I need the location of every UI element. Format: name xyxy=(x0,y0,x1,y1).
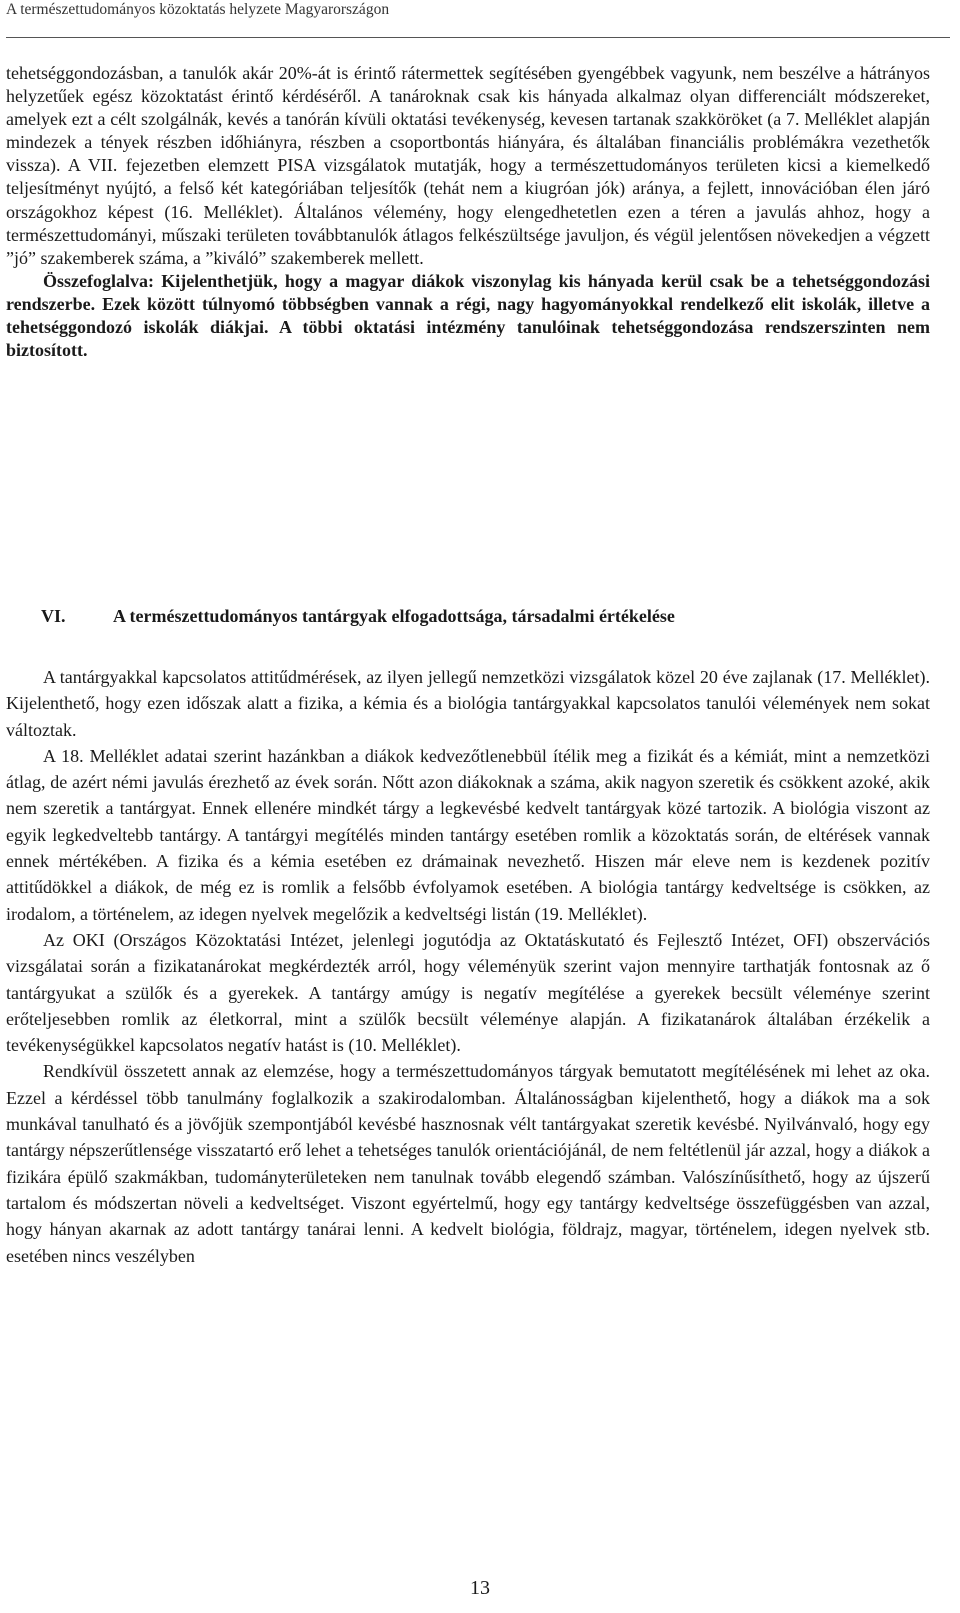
top-section xyxy=(6,62,930,362)
paragraph-oki-study: Az OKI (Országos Közoktatási Intézet, jelenlegi jogutódja az Oktatáskutató és Fejlesztő Intézet, OFI) obszervációs vizsgálatai során a fizikatanárokat megkérdezték arról, hogy véleményük szerint vajon mennyire tarthatják fontosnak az ő tantárgyukat a szülők és a gyerekek. A tantárgy amúgy is negatív megítélése a gyerekek becsült véleménye szerint erőteljesebben romlik az életkorral, mint a szülők becsült véleménye alapján. A fizikatanárok általában érzékelik a tevékenységükkel kapcsolatos negatív hatást is (10. Melléklet). xyxy=(6,929,930,1056)
paragraph-talent-care: tehetséggondozásban, a tanulók akár 20%-át is érintő rátermettek segítésében gyengébbek vagyunk, nem beszélve a hátrányos helyzetűek egész közoktatást érintő kérdéséről. A tanároknak csak kis hányada alkalmaz olyan differenciált módszereket, amelyek ezt a célt szolgálnák, kevés a tanórán kívüli oktatási tevékenység, kevesen tartanak szakköröket (a 7. Melléklet alapján mindezek a tények részben időhiányra, részben a csoportbontás hiányára, és általában financiális problémákra vezethetők vissza). A VII. fejezetben elemzett PISA vizsgálatok mutatják, hogy a természettudományos területen kicsi a kiemelkedő teljesítményt nyújtó, a felső két kategóriában teljesítők (tehát nem a kiugróan jók) aránya, a fejlett, innovációban élen járó országokhoz képest (16. Melléklet). Általános vélemény, hogy elengedhetetlen ezen a téren a javulás ahhoz, hogy a természettudományi, műszaki területen továbbtanulók átlagos felkészültsége javuljon, és végül jelentősen növekedjen a végzett ”jó” szakemberek száma, a ”kiváló” szakemberek mellett. xyxy=(6,63,930,268)
running-header xyxy=(6,0,950,38)
section-title: A természettudományos tantárgyak elfogadottsága, társadalmi értékelése xyxy=(113,606,675,626)
section-heading xyxy=(41,606,675,627)
paragraph-annex-18: A 18. Melléklet adatai szerint hazánkban a diákok kedvezőtlenebbül ítélik meg a fizikát és a kémiát, mint a nemzetközi átlag, de azért némi javulás érezhető az évek során. Nőtt azon diákoknak a száma, akik nagyon szeretik és csökkent azoké, akik nem szeretik a tantárgyat. Ennek ellenére mindkét tárgy a legkevésbé kedvelt tantárgyak közé tartozik. A biológia viszont az egyik legkedveltebb tantárgy. A tantárgyi megítélés minden tantárgy esetében romlik a közoktatás során, de eltérések vannak ennek mértékében. A fizika és a kémia esetében ez drámainak nevezhető. Hiszen már eleve nem is kezdenek pozitív attitűdökkel a diákok, de még ez is romlik a felsőbb évfolyamok esetében. A biológia tantárgy kedveltsége is csökken, az irodalom, a történelem, az idegen nyelvek megelőzik a kedveltségi listán (19. Melléklet). xyxy=(6,745,930,924)
paragraph-analysis: Rendkívül összetett annak az elemzése, hogy a természettudományos tárgyak bemutatott megítélésének mi lehet az oka. Ezzel a kérdéssel több tanulmány foglalkozik a szakirodalomban. Általánosságban kijelenthető, hogy a diákok ma a sok munkával tanulható és a jövőjük szempontjából kevésbé hasznosnak vélt tantárgyakat szeretik kevésbé. Nyilvánvaló, hogy egy tantárgy népszerűtlensége visszatartó erő lehet a tehetséges tanulók orientációjánál, de nem feltétlenül jár azzal, hogy a diákok a fizikára épülő szakmákban, tudományterületeken nem tanulnak tovább elegendő számban. Valószínűsíthető, hogy az újszerű tartalom és módszertan növeli a kedveltséget. Viszont egyértelmű, hogy egy tantárgy kedveltsége összefüggésben van azzal, hogy hányan akarnak az adott tantárgy tanárai lenni. A kedvelt biológia, földrajz, magyar, történelem, idegen nyelvek stb. esetében nincs veszélyben xyxy=(6,1061,930,1266)
page-number: 13 xyxy=(470,1577,490,1599)
section-body xyxy=(6,664,930,1269)
running-header-title: A természettudományos közoktatás helyzete Magyarországon xyxy=(6,1,390,18)
paragraph-attitude-surveys: A tantárgyakkal kapcsolatos attitűdmérések, az ilyen jellegű nemzetközi vizsgálatok közel 20 éve zajlanak (17. Melléklet). Kijelenthető, hogy ezen időszak alatt a fizika, a kémia és a biológia tantárgyakkal kapcsolatos tanulói vélemények nem sokat változtak. xyxy=(6,667,930,740)
section-number: VI. xyxy=(41,606,66,626)
summary-paragraph: Összefoglalva: Kijelenthetjük, hogy a magyar diákok viszonylag kis hányada kerül csak be a tehetséggondozási rendszerbe. Ezek között túlnyomó többségben vannak a régi, nagy hagyományokkal rendelkező elit iskolák, illetve a tehetséggondozó iskolák diákjai. A többi oktatási intézmény tanulóinak tehetséggondozása rendszerszinten nem biztosított. xyxy=(6,270,930,361)
